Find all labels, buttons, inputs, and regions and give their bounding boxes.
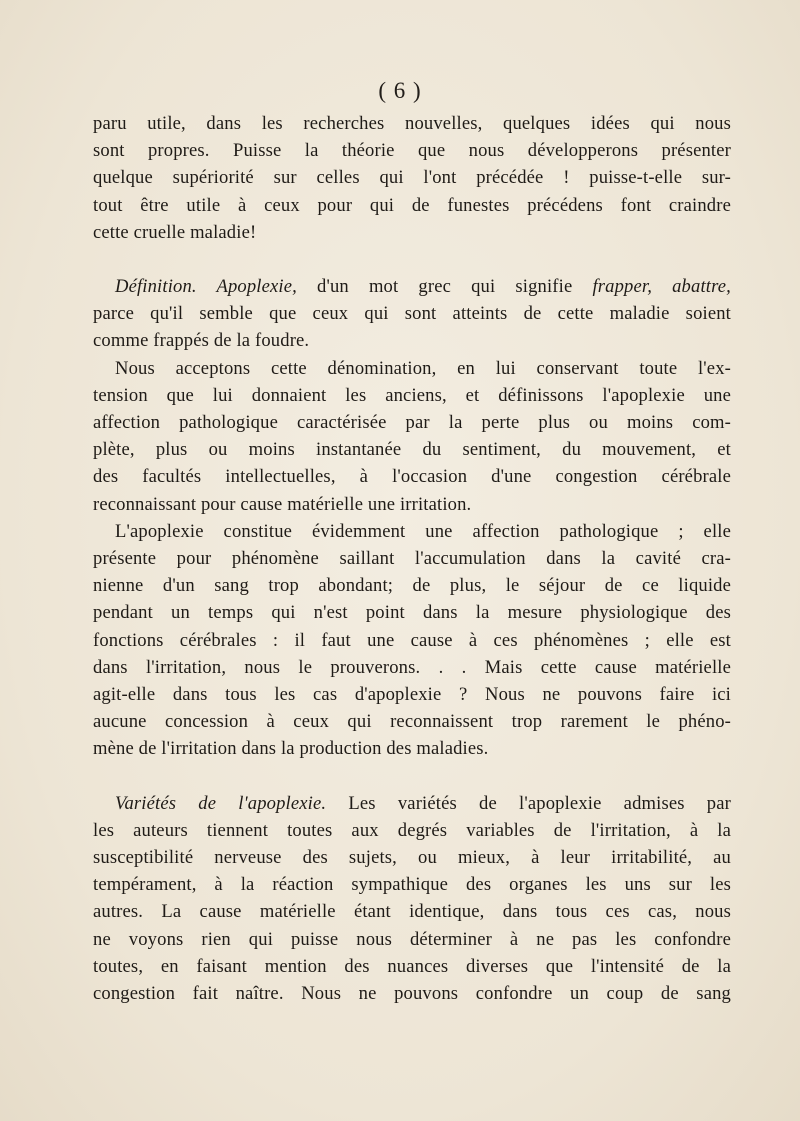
text-line: plète, plus ou moins instantanée du sentiment, du mouvement, et [93,439,731,461]
text-line: ne voyons rien qui puisse nous déterminer à ne pas les confondre [93,928,731,950]
text-line: tempérament, à la réaction sympathique des organes les uns sur les [93,874,731,896]
paragraph-acceptation [93,355,731,518]
text-line: nienne d'un sang trop abondant; de plus, le séjour de ce liquide [93,575,731,597]
text-line: parce qu'il semble que ceux qui sont atteints de cette maladie soient [93,303,731,325]
text-line: aucune concession à ceux qui reconnaissent trop rarement le phéno- [93,711,731,733]
text-line: reconnaissant pour cause matérielle une irritation. [93,493,472,515]
text-line: autres. La cause matérielle étant identique, dans tous ces cas, nous [93,901,731,923]
text-line: fonctions cérébrales : il faut une cause à ces phénomènes ; elle est [93,629,731,651]
text-line: dans l'irritation, nous le prouverons. . . Mais cette cause matérielle [93,656,731,678]
text-line: tension que lui donnaient les anciens, et définissons l'apoplexie une [93,384,731,406]
text-line: susceptibilité nerveuse des sujets, ou mieux, à leur irritabilité, au [93,847,731,869]
section-heading: Variétés de l'apoplexie. [115,792,327,814]
paragraph-definition [93,273,731,355]
paragraph-intro [93,110,731,246]
paragraph-affection [93,518,731,763]
body-text [93,110,731,1007]
paragraph-varietes [93,790,731,1008]
text-line: quelque supériorité sur celles qui l'ont précédée ! puisse-t-elle sur- [93,167,731,189]
text-line: des facultés intellectuelles, à l'occasion d'une congestion cérébrale [93,466,731,488]
text-run: d'un mot grec qui signifie [296,276,593,298]
text-line: affection pathologique caractérisée par la perte plus ou moins com- [93,412,731,434]
text-line: paru utile, dans les recherches nouvelles, quelques idées qui nous [93,113,731,134]
text-line: agit-elle dans tous les cas d'apoplexie ? Nous ne pouvons faire ici [93,684,731,706]
text-line: pendant un temps qui n'est point dans la mesure physiologique des [93,602,731,624]
italic-words: frapper, abattre, [592,276,731,298]
text-line: toutes, en faisant mention des nuances diverses que l'intensité de la [93,955,731,977]
text-line: L'apoplexie constitue évidemment une affection pathologique ; elle [115,520,731,542]
text-line: tout être utile à ceux pour qui de funestes précédens font craindre [93,194,731,216]
text-line: présente pour phénomène saillant l'accumulation dans la cavité cra- [93,548,731,570]
text-line [93,273,731,300]
text-run: Les variétés de l'apoplexie admises par [326,792,732,814]
page-number: ( 6 ) [378,78,422,103]
text-line [93,790,731,817]
text-line: sont propres. Puisse la théorie que nous développerons présenter [93,140,731,162]
text-line: Nous acceptons cette dénomination, en lui conservant toute l'ex- [115,357,731,379]
text-line: les auteurs tiennent toutes aux degrés variables de l'irritation, à la [93,819,731,841]
text-line: congestion fait naître. Nous ne pouvons confondre un coup de sang [93,983,731,1005]
text-line: mène de l'irritation dans la production des maladies. [93,738,489,760]
section-heading: Définition. Apoplexie, [115,276,297,298]
text-line: comme frappés de la foudre. [93,330,310,352]
text-line: cette cruelle maladie! [93,221,257,243]
